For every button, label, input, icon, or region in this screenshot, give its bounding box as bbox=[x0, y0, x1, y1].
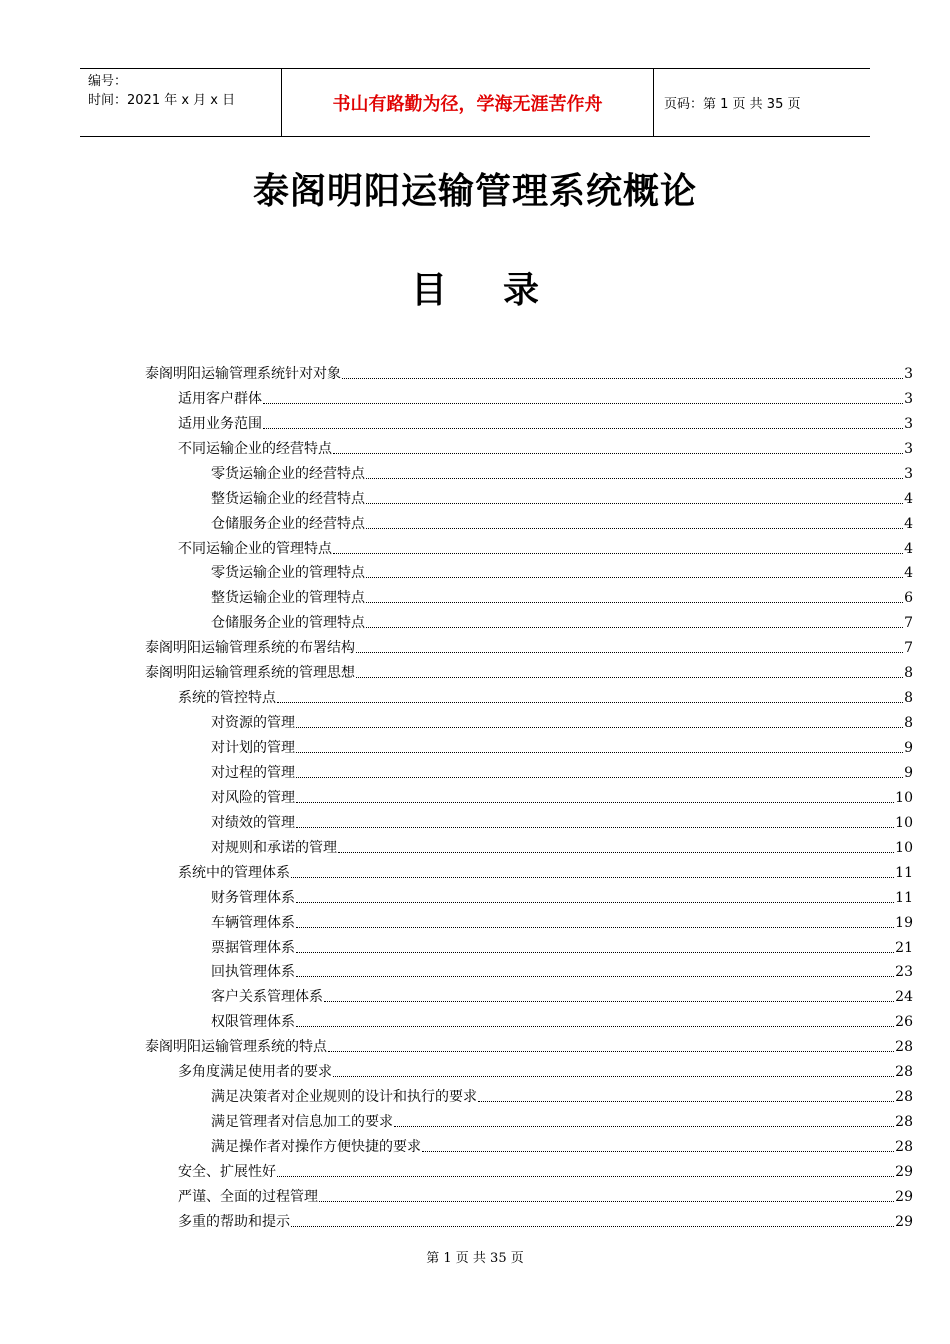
toc-entry-page: 24 bbox=[895, 989, 913, 1006]
toc-entry-page: 4 bbox=[904, 565, 913, 582]
document-number-label: 编号： bbox=[88, 74, 128, 89]
toc-entry-page: 3 bbox=[904, 390, 913, 407]
toc-leader-dots bbox=[394, 1126, 894, 1127]
toc-entry-title: 系统中的管理体系 bbox=[178, 864, 290, 881]
toc-entry-page: 23 bbox=[895, 964, 913, 981]
toc-entry-title: 仓储服务企业的经营特点 bbox=[211, 515, 365, 532]
toc-entry[interactable] bbox=[145, 1206, 913, 1231]
toc-entry-page: 4 bbox=[904, 515, 913, 532]
toc-entry[interactable] bbox=[145, 1181, 913, 1206]
toc-leader-dots bbox=[296, 777, 903, 778]
toc-entry-page: 28 bbox=[895, 1139, 913, 1155]
toc-entry-title: 泰阁明阳运输管理系统的布署结构 bbox=[145, 640, 355, 657]
toc-leader-dots bbox=[333, 553, 903, 554]
toc-entry[interactable] bbox=[145, 981, 913, 1006]
toc-entry-page: 3 bbox=[904, 440, 913, 457]
toc-entry-title: 对风险的管理 bbox=[211, 789, 295, 806]
toc-leader-dots bbox=[338, 852, 894, 853]
page-header bbox=[80, 68, 870, 137]
toc-leader-dots bbox=[296, 952, 894, 953]
toc-entry[interactable] bbox=[145, 408, 913, 433]
toc-entry-page: 10 bbox=[895, 789, 913, 806]
toc-entry[interactable] bbox=[145, 1106, 913, 1131]
toc-entry-title: 对资源的管理 bbox=[211, 715, 295, 732]
toc-leader-dots bbox=[366, 602, 903, 603]
toc-leader-dots bbox=[478, 1101, 894, 1102]
toc-entry-title: 对计划的管理 bbox=[211, 740, 295, 756]
header-motto: 书山有路勤为径，学海无涯苦作舟 bbox=[282, 69, 654, 136]
toc-entry-page: 26 bbox=[895, 1014, 913, 1031]
toc-entry-title: 严谨、全面的过程管理 bbox=[178, 1188, 318, 1205]
toc-entry-title: 回执管理体系 bbox=[211, 964, 295, 981]
toc-entry-page: 9 bbox=[904, 740, 913, 756]
toc-entry-title: 泰阁明阳运输管理系统的管理思想 bbox=[145, 665, 355, 682]
toc-leader-dots bbox=[356, 677, 903, 678]
toc-entry[interactable] bbox=[145, 682, 913, 707]
toc-entry-title: 不同运输企业的经营特点 bbox=[178, 440, 332, 457]
toc-entry-page: 8 bbox=[904, 715, 913, 732]
toc-leader-dots bbox=[328, 1051, 894, 1052]
toc-entry-page: 8 bbox=[904, 690, 913, 707]
toc-entry[interactable] bbox=[145, 832, 913, 857]
toc-entry-title: 系统的管控特点 bbox=[178, 690, 276, 707]
toc-entry-page: 4 bbox=[904, 540, 913, 557]
toc-leader-dots bbox=[342, 378, 903, 379]
toc-leader-dots bbox=[319, 1201, 894, 1202]
toc-leader-dots bbox=[296, 927, 894, 928]
toc-leader-dots bbox=[296, 752, 903, 753]
toc-leader-dots bbox=[296, 802, 894, 803]
toc-entry[interactable] bbox=[145, 533, 913, 558]
toc-entry[interactable] bbox=[145, 657, 913, 682]
toc-entry[interactable] bbox=[145, 707, 913, 732]
toc-leader-dots bbox=[333, 1076, 894, 1077]
toc-entry[interactable] bbox=[145, 732, 913, 757]
toc-entry-title: 多重的帮助和提示 bbox=[178, 1213, 290, 1230]
toc-entry-title: 权限管理体系 bbox=[211, 1014, 295, 1031]
toc-entry-page: 3 bbox=[904, 465, 913, 482]
toc-entry-title: 整货运输企业的管理特点 bbox=[211, 590, 365, 607]
toc-entry[interactable] bbox=[145, 1081, 913, 1106]
document-title: 泰阁明阳运输管理系统概论 bbox=[252, 171, 697, 212]
toc-leader-dots bbox=[366, 627, 903, 628]
toc-leader-dots bbox=[296, 727, 903, 728]
toc-entry-title: 适用客户群体 bbox=[178, 390, 262, 407]
toc-entry-title: 满足管理者对信息加工的要求 bbox=[211, 1114, 393, 1131]
toc-leader-dots bbox=[356, 652, 903, 653]
toc-entry-title: 适用业务范围 bbox=[178, 415, 262, 432]
toc-entry[interactable] bbox=[145, 632, 913, 657]
toc-leader-dots bbox=[291, 877, 894, 878]
toc-entry-page: 3 bbox=[904, 365, 913, 382]
toc-leader-dots bbox=[296, 902, 894, 903]
toc-entry[interactable] bbox=[145, 458, 913, 483]
header-meta bbox=[80, 69, 282, 136]
toc-entry-page: 4 bbox=[904, 490, 913, 507]
toc-leader-dots bbox=[422, 1151, 894, 1152]
toc-leader-dots bbox=[366, 577, 903, 578]
table-of-contents bbox=[145, 358, 913, 1231]
toc-leader-dots bbox=[277, 702, 903, 703]
toc-entry-page: 28 bbox=[895, 1114, 913, 1131]
toc-entry-page: 10 bbox=[895, 814, 913, 831]
toc-entry-page: 3 bbox=[904, 415, 913, 432]
toc-leader-dots bbox=[263, 403, 903, 404]
toc-entry-title: 对规则和承诺的管理 bbox=[211, 839, 337, 856]
toc-entry[interactable] bbox=[145, 932, 913, 957]
toc-entry[interactable] bbox=[145, 483, 913, 508]
toc-entry-title: 满足决策者对企业规则的设计和执行的要求 bbox=[211, 1089, 477, 1106]
toc-entry-page: 9 bbox=[904, 764, 913, 781]
toc-entry-title: 安全、扩展性好 bbox=[178, 1163, 276, 1180]
toc-entry-page: 29 bbox=[895, 1213, 913, 1230]
toc-entry-page: 6 bbox=[904, 590, 913, 607]
toc-entry[interactable] bbox=[145, 1031, 913, 1056]
toc-leader-dots bbox=[291, 1226, 894, 1227]
toc-heading: 目录 bbox=[410, 270, 595, 311]
toc-leader-dots bbox=[366, 503, 903, 504]
toc-entry-page: 11 bbox=[895, 864, 913, 881]
page-footer: 第 1 页 共 35 页 bbox=[426, 1251, 524, 1266]
toc-entry[interactable] bbox=[145, 957, 913, 982]
toc-entry[interactable] bbox=[145, 433, 913, 458]
toc-entry-title: 财务管理体系 bbox=[211, 889, 295, 906]
toc-entry-page: 10 bbox=[895, 839, 913, 856]
toc-entry[interactable] bbox=[145, 558, 913, 583]
toc-entry-page: 29 bbox=[895, 1163, 913, 1180]
toc-entry-page: 7 bbox=[904, 615, 913, 632]
toc-entry-page: 29 bbox=[895, 1188, 913, 1205]
toc-leader-dots bbox=[333, 453, 903, 454]
toc-entry[interactable] bbox=[145, 582, 913, 607]
toc-entry[interactable] bbox=[145, 607, 913, 632]
toc-leader-dots bbox=[277, 1176, 894, 1177]
toc-entry[interactable] bbox=[145, 1131, 913, 1156]
toc-entry-title: 泰阁明阳运输管理系统针对对象 bbox=[145, 365, 341, 382]
toc-entry[interactable] bbox=[145, 1056, 913, 1081]
toc-entry[interactable] bbox=[145, 1156, 913, 1181]
toc-entry-title: 多角度满足使用者的要求 bbox=[178, 1064, 332, 1081]
toc-entry-title: 不同运输企业的管理特点 bbox=[178, 540, 332, 557]
toc-entry-title: 票据管理体系 bbox=[211, 939, 295, 956]
toc-entry-page: 28 bbox=[895, 1039, 913, 1056]
toc-entry-title: 车辆管理体系 bbox=[211, 914, 295, 931]
toc-entry-title: 泰阁明阳运输管理系统的特点 bbox=[145, 1039, 327, 1056]
toc-entry-title: 对绩效的管理 bbox=[211, 814, 295, 831]
toc-entry-title: 满足操作者对操作方便快捷的要求 bbox=[211, 1139, 421, 1155]
toc-entry-page: 28 bbox=[895, 1064, 913, 1081]
toc-entry[interactable] bbox=[145, 857, 913, 882]
toc-leader-dots bbox=[366, 478, 903, 479]
toc-entry[interactable] bbox=[145, 358, 913, 383]
toc-entry-page: 19 bbox=[895, 914, 913, 931]
toc-entry[interactable] bbox=[145, 383, 913, 408]
toc-entry-page: 8 bbox=[904, 665, 913, 682]
toc-entry-page: 7 bbox=[904, 640, 913, 657]
toc-entry-title: 仓储服务企业的管理特点 bbox=[211, 615, 365, 632]
toc-leader-dots bbox=[263, 428, 903, 429]
toc-entry-title: 客户关系管理体系 bbox=[211, 989, 323, 1006]
toc-entry-title: 整货运输企业的经营特点 bbox=[211, 490, 365, 507]
toc-entry[interactable] bbox=[145, 882, 913, 907]
toc-entry-page: 11 bbox=[895, 889, 913, 906]
toc-leader-dots bbox=[366, 528, 903, 529]
document-time-label: 时间：2021 年 x 月 x 日 bbox=[88, 93, 236, 108]
toc-leader-dots bbox=[296, 1026, 894, 1027]
toc-entry-page: 28 bbox=[895, 1089, 913, 1106]
toc-entry[interactable] bbox=[145, 782, 913, 807]
toc-entry-page: 21 bbox=[895, 939, 913, 956]
toc-entry[interactable] bbox=[145, 807, 913, 832]
header-page-info: 页码：第 1 页 共 35 页 bbox=[664, 97, 801, 112]
toc-entry[interactable] bbox=[145, 1006, 913, 1031]
toc-entry-title: 零货运输企业的管理特点 bbox=[211, 565, 365, 582]
toc-entry[interactable] bbox=[145, 757, 913, 782]
toc-leader-dots bbox=[324, 1001, 894, 1002]
toc-leader-dots bbox=[296, 976, 894, 977]
toc-leader-dots bbox=[296, 827, 894, 828]
toc-entry[interactable] bbox=[145, 907, 913, 932]
toc-entry-title: 对过程的管理 bbox=[211, 764, 295, 781]
toc-entry-title: 零货运输企业的经营特点 bbox=[211, 465, 365, 482]
toc-entry[interactable] bbox=[145, 508, 913, 533]
